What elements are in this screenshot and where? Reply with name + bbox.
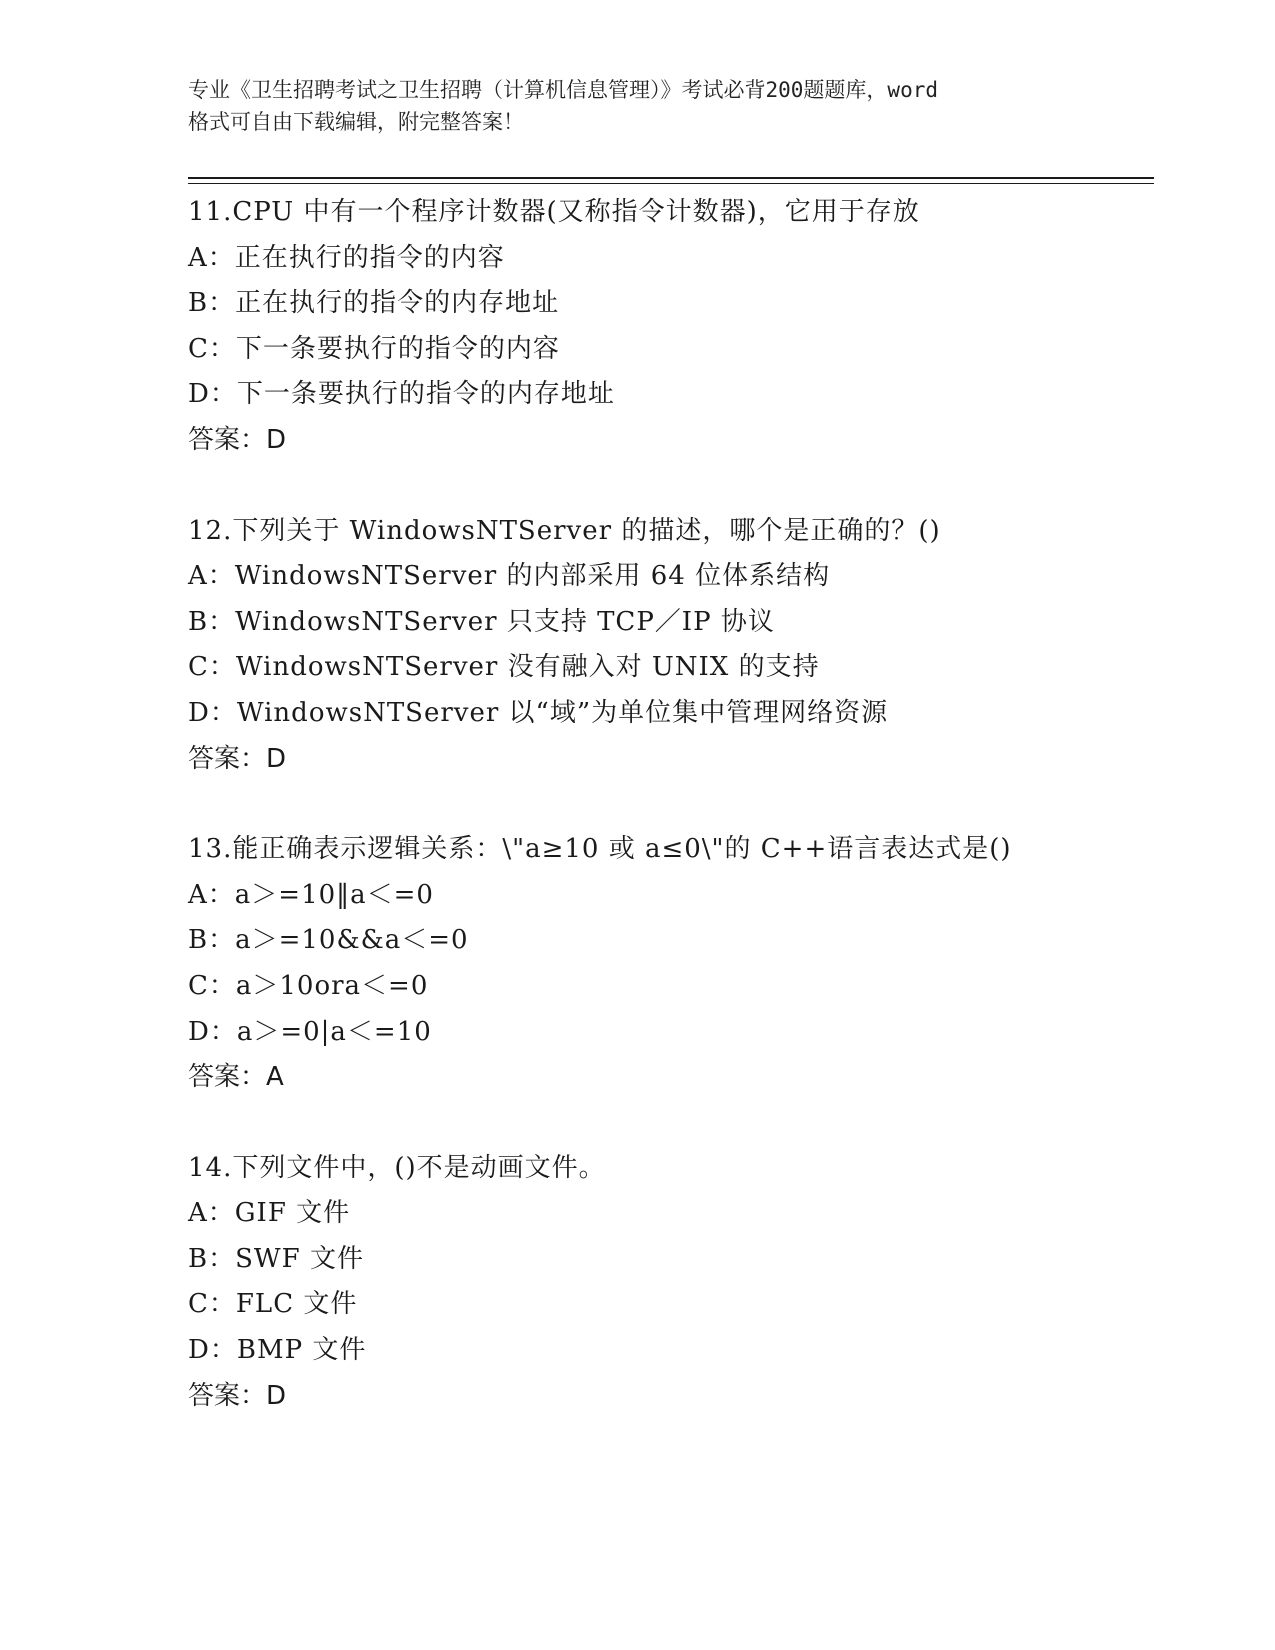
answer-line: 答案：D	[188, 743, 287, 774]
option-a: A：正在执行的指令的内容	[188, 242, 505, 273]
question-stem: 11.CPU 中有一个程序计数器(又称指令计数器)，它用于存放	[188, 197, 920, 227]
option-b: B：正在执行的指令的内存地址	[188, 288, 560, 319]
answer-line: 答案：D	[188, 424, 287, 455]
option-b: B：a＞=10&&a＜=0	[188, 925, 469, 956]
header-line-2: 格式可自由下载编辑，附完整答案！	[188, 110, 524, 134]
option-c: C：WindowsNTServer 没有融入对 UNIX 的支持	[188, 652, 820, 683]
option-d: D：下一条要执行的指令的内存地址	[188, 379, 615, 410]
option-d: D：a＞=0|a＜=10	[188, 1016, 432, 1047]
option-b: B：WindowsNTServer 只支持 TCP／IP 协议	[188, 606, 775, 637]
question-stem: 14.下列文件中，()不是动画文件。	[188, 1152, 606, 1183]
option-b: B：SWF 文件	[188, 1243, 364, 1274]
header-line-1: 专业《卫生招聘考试之卫生招聘（计算机信息管理）》考试必背200题题库，word	[188, 78, 938, 102]
header-divider-thin	[188, 183, 1154, 184]
option-c: C：a＞10ora＜=0	[188, 970, 429, 1001]
option-c: C：下一条要执行的指令的内容	[188, 333, 560, 364]
question-list	[188, 190, 1148, 1464]
question-14	[188, 1146, 1148, 1420]
document-header	[188, 74, 1088, 138]
question-stem: 13.能正确表示逻辑关系：\"a≥10 或 a≤0\"的 C++语言表达式是()	[188, 834, 1012, 865]
option-a: A：GIF 文件	[188, 1198, 351, 1229]
header-divider-thick	[188, 177, 1154, 179]
question-12	[188, 509, 1148, 783]
question-11	[188, 190, 1148, 464]
option-d: D：WindowsNTServer 以“域”为单位集中管理网络资源	[188, 697, 889, 728]
question-stem: 12.下列关于 WindowsNTServer 的描述，哪个是正确的？()	[188, 515, 941, 546]
option-a: A：WindowsNTServer 的内部采用 64 位体系结构	[188, 561, 831, 592]
option-a: A：a＞=10‖a＜=0	[188, 879, 434, 910]
option-c: C：FLC 文件	[188, 1289, 358, 1320]
answer-line: 答案：D	[188, 1380, 287, 1411]
answer-line: 答案：A	[188, 1062, 284, 1093]
option-d: D：BMP 文件	[188, 1335, 367, 1366]
question-13	[188, 827, 1148, 1101]
